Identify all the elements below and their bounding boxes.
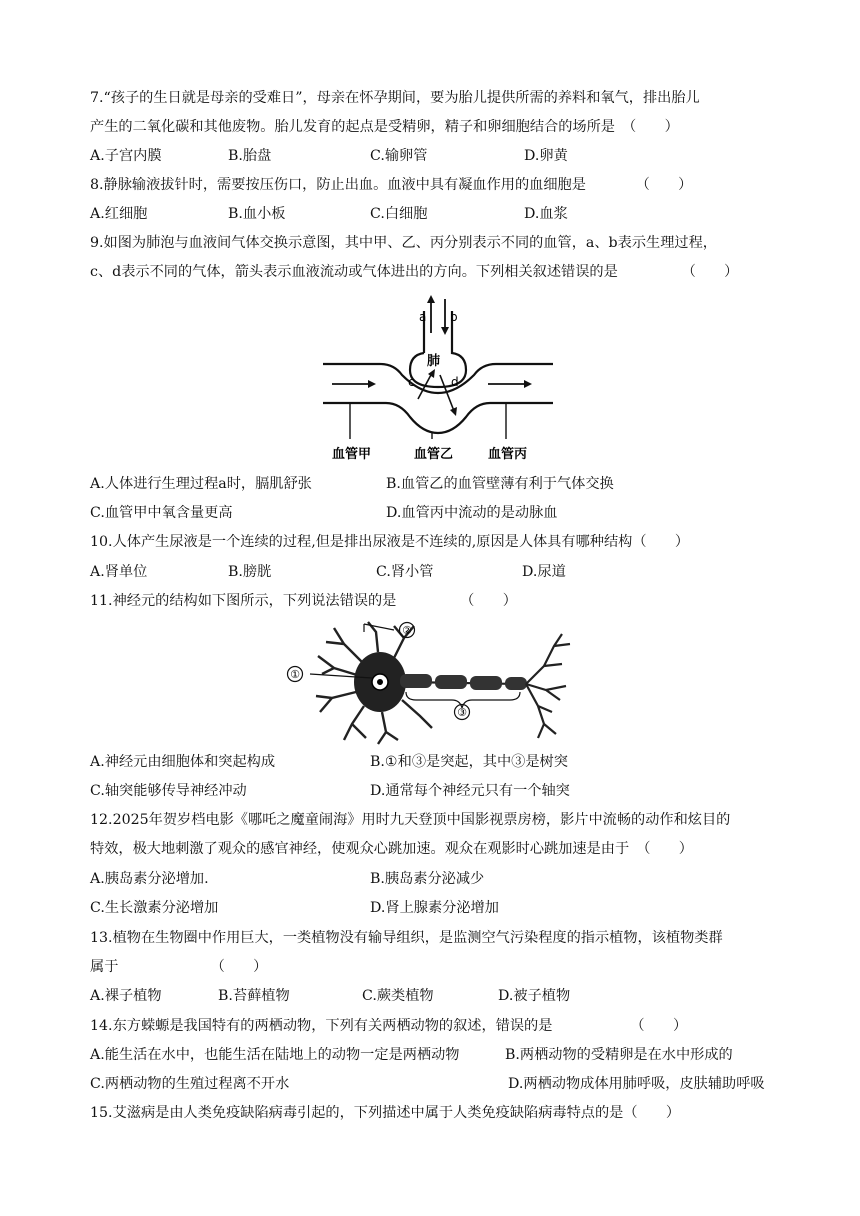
q12-option-a: A.胰岛素分泌增加. <box>90 871 209 887</box>
q14-option-c: C.两栖动物的生殖过程离不开水 <box>90 1076 290 1092</box>
q12-option-c: C.生长激素分泌增加 <box>90 900 219 916</box>
flow-arrow-right-head <box>524 380 532 388</box>
neuron-figure <box>282 620 582 748</box>
q12-option-b: B.胰岛素分泌减少 <box>370 871 485 887</box>
label-1: ① <box>290 668 300 681</box>
vessel-3-label: 血管丙 <box>488 447 528 462</box>
nucleolus <box>377 679 383 685</box>
arrow-a-head <box>427 295 435 303</box>
arrow-c-head <box>428 369 435 378</box>
vessel-1-label: 血管甲 <box>332 447 372 462</box>
q9-option-b: B.血管乙的血管壁薄有利于气体交换 <box>386 476 614 492</box>
q9-option-c: C.血管甲中氧含量更高 <box>90 505 233 521</box>
q10-option-c: C.肾小管 <box>376 564 434 580</box>
vessel-2-label: 血管乙 <box>414 447 454 462</box>
q13-option-b: B.苔藓植物 <box>218 988 290 1004</box>
q13-option-a: A.裸子植物 <box>90 988 162 1004</box>
flow-arrow-left-head <box>368 380 376 388</box>
q8-option-a: A.红细胞 <box>90 206 148 222</box>
vessel-lower-wall <box>323 403 553 433</box>
q10-option-a: A.肾单位 <box>90 564 148 580</box>
q12-stem-line1: 12.2025年贺岁档电影《哪吒之魔童闹海》用时九天登顶中国影视票房榜，影片中流畅的动作和炫目的 <box>90 812 731 828</box>
q10-option-d: D.尿道 <box>522 564 566 580</box>
q14-option-a: A.能生活在水中，也能生活在陆地上的动物一定是两栖动物 <box>90 1047 460 1063</box>
q14-option-d: D.两栖动物成体用肺呼吸，皮肤辅助呼吸 <box>508 1076 765 1092</box>
axon-terminals <box>526 634 570 738</box>
q11-option-c: C.轴突能够传导神经冲动 <box>90 783 247 799</box>
alveolus-label: 肺 <box>427 354 441 369</box>
q13-stem-line1: 13.植物在生物圈中作用巨大，一类植物没有输导组织，是监测空气污染程度的指示植物，该植物类群 <box>90 930 723 946</box>
label-c: c <box>408 375 415 389</box>
q8-option-c: C.白细胞 <box>370 206 428 222</box>
q9-option-a: A.人体进行生理过程a时，膈肌舒张 <box>90 476 312 492</box>
q13-option-c: C.蕨类植物 <box>362 988 434 1004</box>
label-a: a <box>419 310 427 324</box>
q15-stem: 15.艾滋病是由人类免疫缺陷病毒引起的，下列描述中属于人类免疫缺陷病毒特点的是（ ） <box>90 1105 681 1121</box>
q7-option-b: B.胎盘 <box>228 148 272 164</box>
leader-2-b <box>364 624 394 630</box>
q14-stem: 14.东方蝾螈是我国特有的两栖动物，下列有关两栖动物的叙述，错误的是 （ ） <box>90 1018 688 1034</box>
q10-stem: 10.人体产生尿液是一个连续的过程,但是排出尿液是不连续的,原因是人体具有哪种结构（ ） <box>90 534 690 550</box>
alveolus-gas-exchange-figure <box>318 293 558 468</box>
q12-stem-line2: 特效，极大地刺激了观众的感官神经，使观众心跳加速。观众在观影时心跳加速是由于 （ ） <box>90 841 693 857</box>
q7-stem-line1: 7.“孩子的生日就是母亲的受难日”，母亲在怀孕期间，要为胎儿提供所需的养料和氧气，排出胎儿 <box>90 90 700 106</box>
q7-option-d: D.卵黄 <box>524 148 568 164</box>
q8-option-d: D.血浆 <box>524 206 568 222</box>
myelin-sheath <box>400 674 527 690</box>
q11-option-d: D.通常每个神经元只有一个轴突 <box>370 783 570 799</box>
q9-stem-line2: c、d表示不同的气体，箭头表示血液流动或气体进出的方向。下列相关叙述错误的是 （ ） <box>90 264 739 280</box>
q7-option-a: A.子宫内膜 <box>90 148 162 164</box>
q8-option-b: B.血小板 <box>228 206 286 222</box>
label-b: b <box>450 310 458 324</box>
label-2: ② <box>402 624 412 637</box>
q11-stem: 11.神经元的结构如下图所示，下列说法错误的是 （ ） <box>90 593 517 609</box>
q7-stem-line2: 产生的二氧化碳和其他废物。胎儿发育的起点是受精卵，精子和卵细胞结合的场所是 （ ） <box>90 119 679 135</box>
q10-option-b: B.膀胱 <box>228 564 272 580</box>
q14-option-b: B.两栖动物的受精卵是在水中形成的 <box>505 1047 733 1063</box>
q11-option-b: B.①和③是突起，其中③是树突 <box>370 754 568 770</box>
label-d: d <box>451 375 459 389</box>
q13-stem-line2: 属于 （ ） <box>90 959 268 975</box>
arrow-b-head <box>441 327 449 335</box>
label-3: ③ <box>457 706 467 719</box>
q12-option-d: D.肾上腺素分泌增加 <box>370 900 499 916</box>
q9-stem-line1: 9.如图为肺泡与血液间气体交换示意图，其中甲、乙、丙分别表示不同的血管，a、b表示生理过程， <box>90 235 717 251</box>
q7-option-c: C.输卵管 <box>370 148 428 164</box>
q13-option-d: D.被子植物 <box>498 988 571 1004</box>
q8-stem: 8.静脉输液拔针时，需要按压伤口，防止出血。血液中具有凝血作用的血细胞是 （ ） <box>90 177 693 193</box>
q9-option-d: D.血管丙中流动的是动脉血 <box>386 505 558 521</box>
q11-option-a: A.神经元由细胞体和突起构成 <box>90 754 276 770</box>
